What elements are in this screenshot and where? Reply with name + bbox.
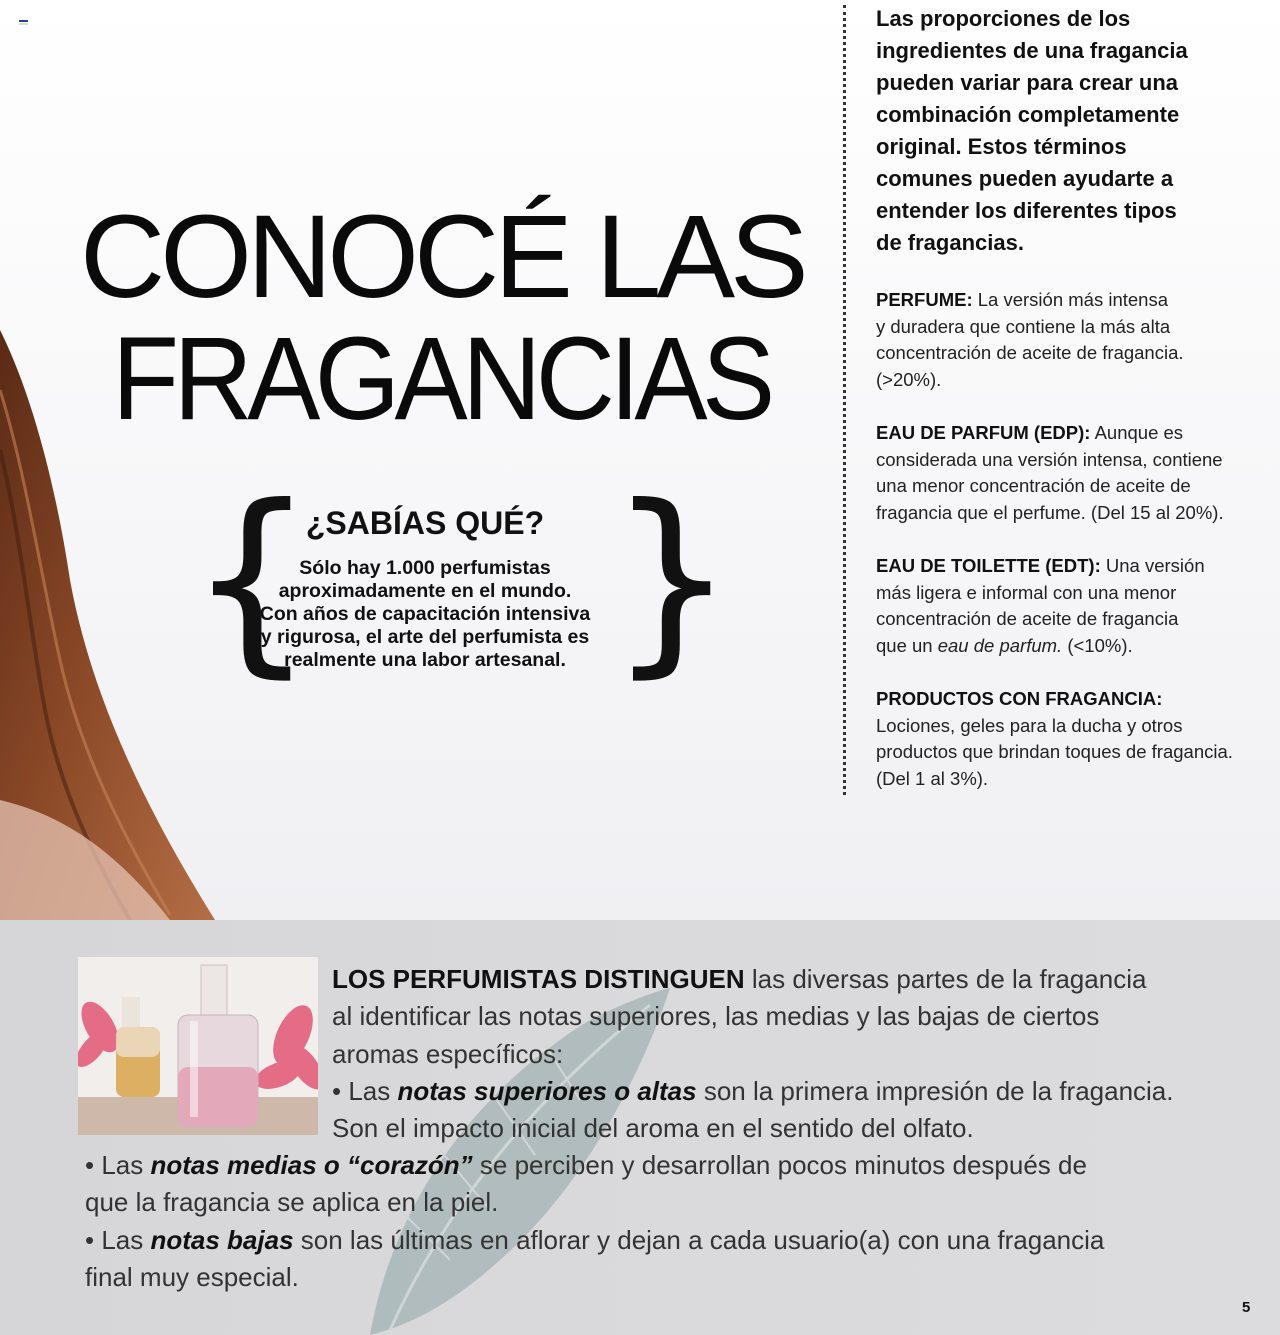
perfumers-text: las diversas partes de la fragancia [744,964,1147,994]
definition-italic: eau de parfum. [937,634,1063,656]
intro-line: Las proporciones de los [876,6,1131,31]
did-you-know-body [250,557,600,672]
intro-line: pueden variar para crear una [876,70,1179,95]
perfumers-text: al identificar las notas superiores, las medias y las bajas de ciertos [332,1001,1100,1032]
bullet-text: Son el impacto inicial del aroma en el sentido del olfato. [332,1113,974,1144]
perfumers-notes [85,1147,1235,1296]
definition-edp [876,420,1256,526]
definition-text: concentración de aceite de fragancia. [876,342,1184,364]
bullet-text: • Las [85,1224,151,1255]
definition-text: productos que brindan toques de fragancia. [876,741,1233,763]
definition-text: considerada una versión intensa, contiene [876,448,1223,470]
intro-line: comunes pueden ayudarte a [876,166,1174,191]
did-you-know-line: realmente una labor artesanal. [284,649,566,671]
intro-paragraph [876,3,1246,259]
did-you-know-line: Sólo hay 1.000 perfumistas [299,557,551,579]
definition-text: Lociones, geles para la ducha y otros [876,714,1183,736]
definition-text: Aunque es [1090,422,1184,443]
bullet-text: son la primera impresión de la fragancia. [696,1075,1174,1106]
perfumers-text: aromas específicos: [332,1038,564,1069]
definition-text: una menor concentración de aceite de [876,475,1191,497]
intro-line: ingredientes de una fragancia [876,38,1188,63]
page-title-line1: CONOCÉ LAS [80,191,804,323]
intro-line: de fragancias. [876,230,1024,255]
bullet-emphasis: notas superiores o altas [397,1075,697,1106]
definition-text: más ligera e informal con una menor [876,581,1177,603]
definition-term: EAU DE TOILETTE (EDT): [876,555,1101,576]
intro-line: combinación completamente [876,102,1180,127]
intro-line: entender los diferentes tipos [876,198,1177,223]
did-you-know-line: Con años de capacitación intensiva [259,603,591,625]
right-brace: } [608,463,736,696]
perfumers-intro [332,961,1232,1147]
definition-term: EAU DE PARFUM (EDP): [876,422,1091,443]
definition-text: (Del 1 al 3%). [876,767,989,789]
definition-edt [876,553,1256,659]
definition-text: y duradera que contiene la más alta [876,315,1171,337]
definition-text: que un [876,634,938,656]
bullet-emphasis: notas medias o “corazón” [150,1150,473,1180]
definition-text: concentración de aceite de fragancia [876,608,1179,630]
definition-products [876,686,1256,792]
bullet-text: se perciben y desarrollan pocos minutos después de [472,1150,1087,1180]
definition-term: PERFUME: [876,289,973,310]
definition-perfume [876,287,1256,393]
definition-text: La versión más intensa [972,289,1169,310]
flag-icon [19,20,28,27]
definition-text: fragancia que el perfume. (Del 15 al 20%). [876,501,1224,523]
bullet-text: final muy especial. [85,1261,299,1292]
did-you-know-line: aproximadamente en el mundo. [278,580,572,602]
page-title-line2: FRAGANCIAS [112,313,770,445]
intro-line: original. Estos términos [876,134,1127,159]
definition-text: (>20%). [876,368,942,390]
perfume-bottles-photo [78,957,318,1135]
left-brace: { [188,463,316,696]
bullet-text: • Las [332,1075,398,1106]
bullet-emphasis: notas bajas [150,1224,294,1255]
definition-text: (<10%). [1062,634,1133,656]
bullet-text: que la fragancia se aplica en la piel. [85,1187,499,1218]
bullet-text: • Las [85,1150,151,1180]
definition-text: Una versión [1100,555,1205,576]
bullet-text: son las últimas en aflorar y dejan a cada usuario(a) con una fragancia [293,1224,1105,1255]
definition-term: PRODUCTOS CON FRAGANCIA: [876,688,1163,709]
did-you-know-title: ¿SABÍAS QUÉ? [305,505,545,541]
did-you-know-line: y rigurosa, el arte del perfumista es [260,626,590,648]
perfumers-lead: LOS PERFUMISTAS DISTINGUEN [332,964,745,994]
page-number: 5 [1242,1299,1251,1316]
dotted-divider [843,5,846,795]
